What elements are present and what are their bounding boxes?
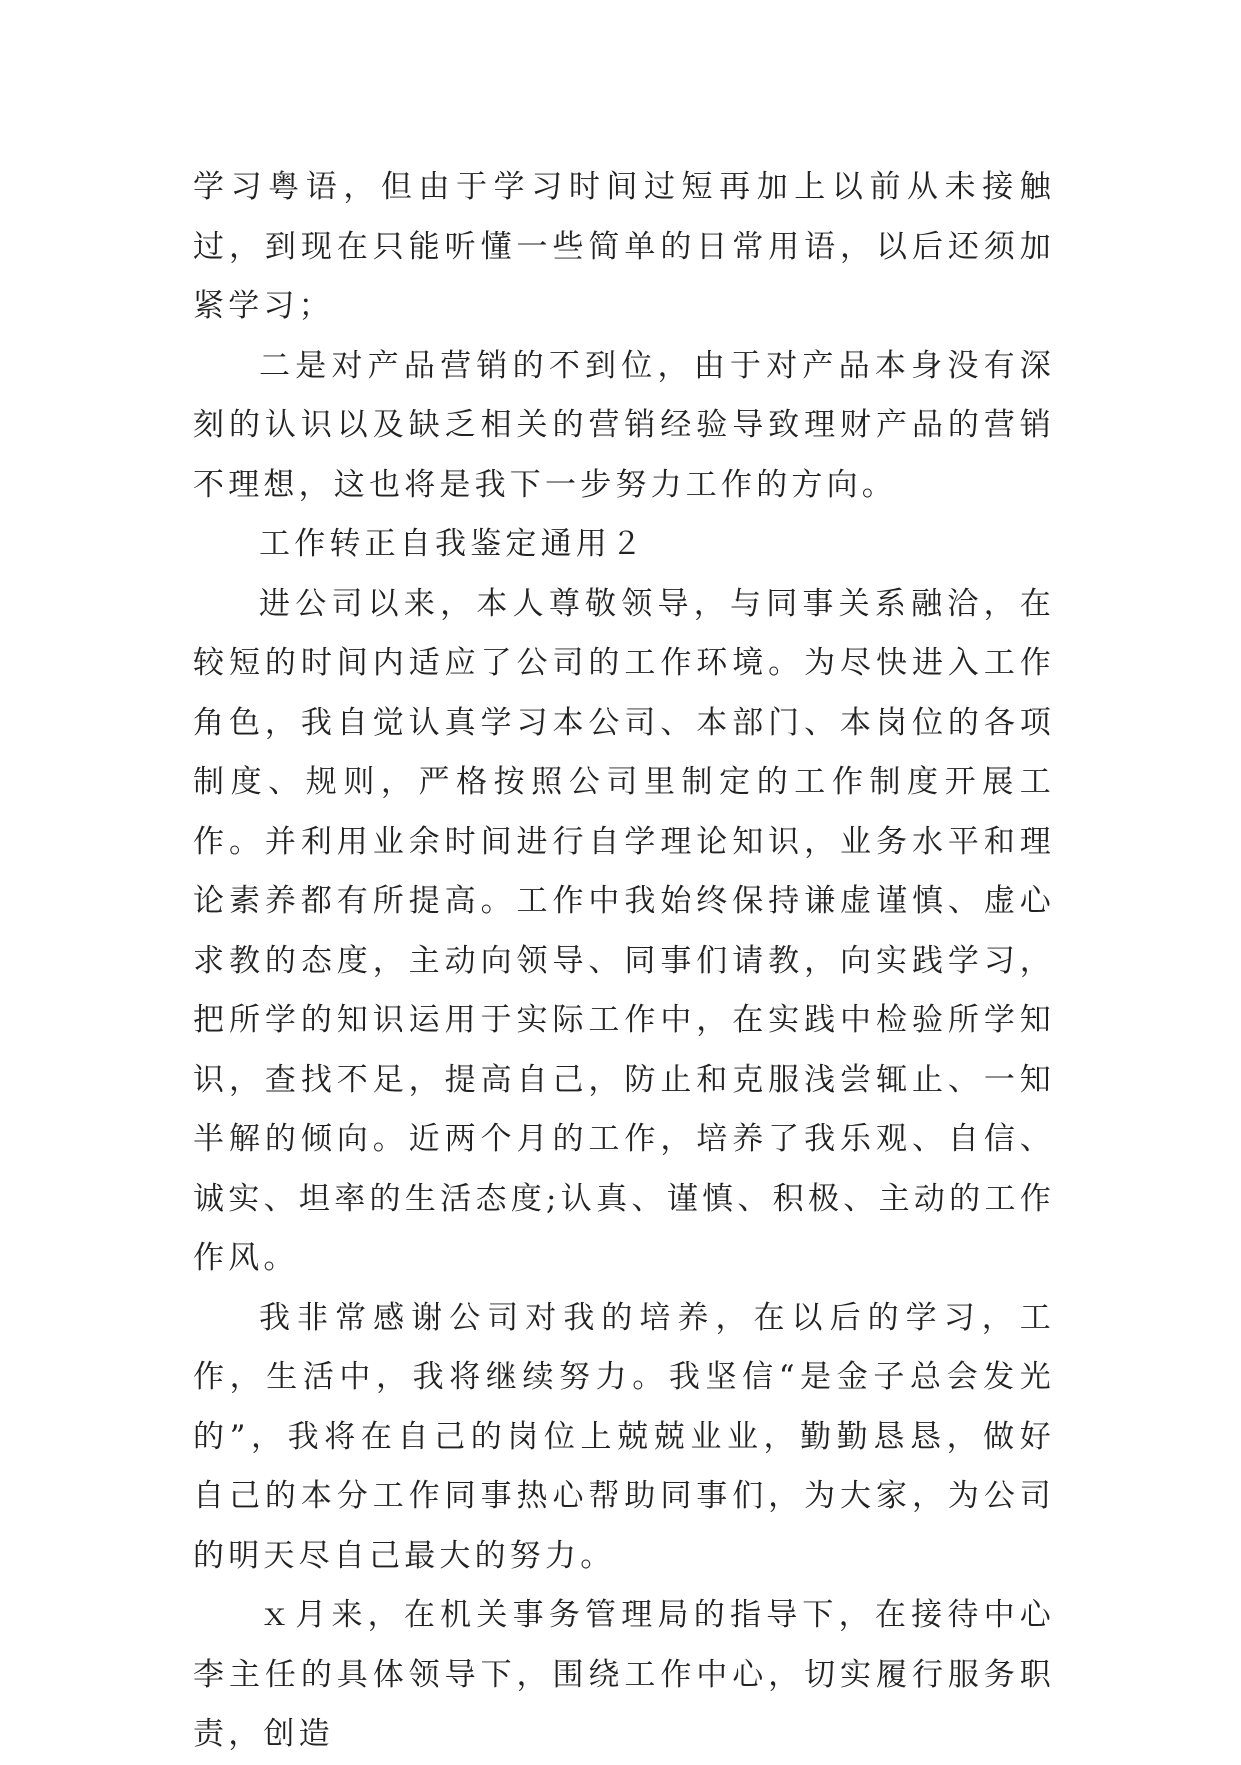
- paragraph-months-summary: ｘ月来，在机关事务管理局的指导下，在接待中心李主任的具体领导下，围绕工作中心，切实履行服务职责，创造: [193, 1597, 1055, 1752]
- section-heading: 工作转正自我鉴定通用２: [259, 526, 647, 562]
- paragraph-continued-cantonese: 学习粤语，但由于学习时间过短再加上以前从未接触过，到现在只能听懂一些简单的日常用语，以后还须加紧学习；: [193, 169, 1055, 324]
- paragraph-since-joining: 进公司以来，本人尊敬领导，与同事关系融洽，在较短的时间内适应了公司的工作环境。为尽快进入工作角色，我自觉认真学习本公司、本部门、本岗位的各项制度、规则，严格按照公司里制定的工作制度开展工作。并利用业余时间进行自学理论知识，业务水平和理论素养都有所提高。工作中我始终保持谦虚谨慎、虚心求教的态度，主动向领导、同事们请教，向实践学习，把所学的知识运用于实际工作中，在实践中检验所学知识，查找不足，提高自己，防止和克服浅尝辄止、一知半解的倾向。近两个月的工作，培养了我乐观、自信、诚实、坦率的生活态度;认真、谨慎、积极、主动的工作作风。: [193, 585, 1055, 1276]
- paragraph-gratitude: 我非常感谢公司对我的培养，在以后的学习，工作，生活中，我将继续努力。我坚信“是金子总会发光的”，我将在自己的岗位上兢兢业业，勤勤恳恳，做好自己的本分工作同事热心帮助同事们，为大家，为公司的明天尽自己最大的努力。: [193, 1299, 1055, 1574]
- paragraph-marketing-shortcoming: 二是对产品营销的不到位，由于对产品本身没有深刻的认识以及缺乏相关的营销经验导致理财产品的营销不理想，这也将是我下一步努力工作的方向。: [193, 347, 1055, 503]
- document-body: [193, 158, 1055, 1765]
